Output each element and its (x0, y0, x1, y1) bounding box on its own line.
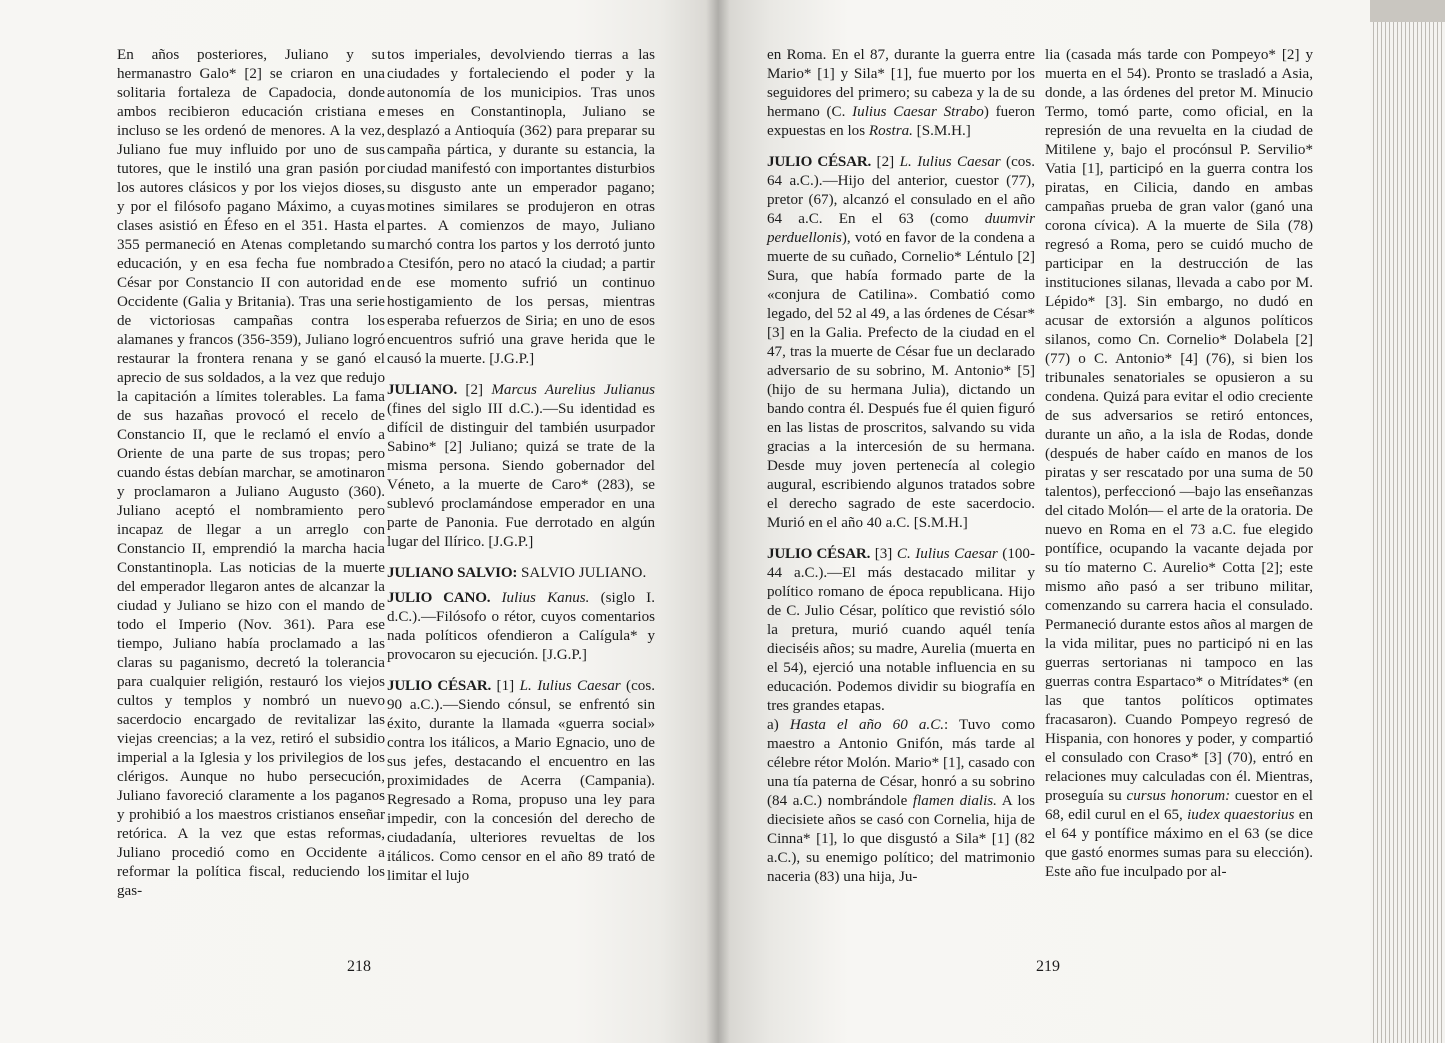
page-edges-top (1370, 0, 1445, 22)
entry-headword: JULIANO. (387, 382, 458, 398)
paragraph: En años posteriores, Juliano y su hermanastro Galo* [2] se criaron en una solitaria fortaleza de Capadocia, donde ambos recibieron educación cristiana e incluso se les ordenó de menores. A la vez, Juliano fue muy influido por uno de sus tutores, que le instiló una gran pasión por los autores clásicos y por los viejos dioses, y por el filósofo pagano Máximo, a cuyas clases asistió en Éfeso en el 351. Hasta el 355 permaneció en Atenas completando su educación, y en esa fecha fue nombrado César por Constancio II con autoridad en Occidente (Galia y Britania). Tras una serie de victoriosas campañas contra los alamanes y francos (356-359), Juliano logró restaurar la frontera renana y se ganó el aprecio de sus soldados, a la vez que redujo la capitación a límites tolerables. La fama de sus hazañas provocó el recelo de Constancio II, que le reclamó el envío a Oriente de una parte de sus tropas; pero cuando éstas debían marchar, se amotinaron y proclamaron a Juliano Augusto (360). Juliano aceptó el nombramiento pero incapaz de llegar a un arreglo con Constancio II, emprendió la marcha hacia Constantinopla. Las noticias de la muerte del emperador llegaron antes de alcanzar la ciudad y Juliano se hizo con el mando de todo el Imperio (Nov. 361). Para ese tiempo, Juliano había proclamado a las claras su paganismo, decretó la tolerancia para cualquier religión, restauró los viejos cultos y templos y nombró un nuevo sacerdocio encargado de revitalizar las viejas creencias; a la vez, retiró el subsidio imperial a la Iglesia y los privilegios de los clérigos. Aunque no hubo persecución, Juliano favoreció claramente a los paganos y prohibió a los maestros cristianos enseñar retórica. A la vez que estas reformas, Juliano procedió como en Occidente a reformar la política fiscal, reduciendo los gas- (117, 47, 385, 899)
entry-julio-cano: JULIO CANO. Iulius Kanus. (siglo I. d.C.).—Filósofo o rétor, cuyos comentarios nada políticos ofendieron a Calígula* y provocaron su ejecución. [J.G.P.] (387, 590, 655, 663)
paragraph: tos imperiales, devolviendo tierras a las ciudades y fortaleciendo el poder y la autonomía de los municipios. Tras unos meses en Constantinopla, Juliano se desplazó a Antioquía (362) para preparar su campaña pártica, y durante su estancia, la ciudad manifestó con importantes disturbios su disgusto ante un emperador pagano; motines similares se produjeron en otras partes. A comienzos de mayo, Juliano marchó contra los partos y los derrotó junto a Ctesifón, pero no atacó la ciudad; a partir de ese momento sufrió un continuo hostigamiento de los persas, mientras esperaba refuerzos de Siria; en uno de esos encuentros sufrió una grave herida que le causó la muerte. [J.G.P.] (387, 47, 655, 367)
latin-name: C. Iulius Caesar (896, 546, 998, 562)
paragraph: lia (casada más tarde con Pompeyo* [2] y muerta en el 54). Pronto se trasladó a Asia, donde, a las órdenes del pretor M. Minucio Termo, tomó parte, como oficial, en la represión de una revuelta en la ciudad de Mitilene y, bajo el procónsul P. Servilio* Vatia [1], participó en la guerra contra los piratas, en Cilicia, dando en ambas campañas prueba de gran valor (ganó una corona cívica). A la muerte de Sila (78) regresó a Roma, pero se cuidó mucho de participar en la destrucción de las instituciones silanas, llevada a cabo por M. Lépido* [3]. Sin embargo, no dudó en acusar de extorsión a algunos políticos silanos, como Cn. Cornelio* Dolabela [2] (77) o C. Antonio* [4] (76), si bien los tribunales senatoriales se opusieron a su condena. Quizá para evitar el odio creciente de sus adversarios se retiró entonces, durante un año, a la isla de Rodas, donde (después de haber caído en manos de los piratas y ser rescatado por una suma de 50 talentos), perfeccionó —bajo las enseñanzas del citado Molón— el arte de la oratoria. De nuevo en Roma en el 73 a.C. fue elegido pontífice, ocupando la vacante dejada por su tío materno C. Aurelio* Cotta [2]; este mismo año pasó a ser tribuno militar, comenzando su carrera hacia el consulado. Permaneció durante estos años al margen de la vida militar, pues no participó ni en las guerras sertorianas ni tampoco en las guerras contra Espartaco* o Mitrídates* (en las que tantos políticos optimates fracasaron). Cuando Pompeyo regresó de Hispania, con honores y poder, y compartió el consulado con Craso* [3] (70), entró en relaciones muy calculadas con él. Mientras, proseguía su cursus honorum: cuestor en el 68, edil curul en el 65, iudex quaestorius en el 64 y pontífice máximo en el 63 (se dice que gastó enormes sumas para su elección). Este año fue inculpado por al- (1045, 47, 1313, 880)
entry-juliano-salvio: JULIANO SALVIO: SALVIO JULIANO. (387, 565, 647, 581)
page-number: 219 (1036, 958, 1060, 975)
left-page (0, 0, 718, 1043)
entry-headword: JULIO CANO. (387, 590, 491, 606)
entry-headword: JULIO CÉSAR. (767, 546, 871, 562)
page-edges (1370, 0, 1445, 1043)
column-1 (117, 46, 385, 901)
entry-headword: JULIANO SALVIO: (387, 565, 518, 581)
latin-name: L. Iulius Caesar (899, 154, 1001, 170)
book-gutter (706, 0, 730, 1043)
section-heading: Hasta el año 60 a.C. (789, 717, 945, 733)
latin-name: Marcus Aurelius Julianus (491, 382, 655, 398)
latin-name: Iulius Kanus. (490, 590, 590, 606)
column-3 (767, 46, 1035, 887)
page-number: 218 (347, 958, 371, 975)
column-2 (387, 46, 655, 886)
latin-name: L. Iulius Caesar (519, 678, 621, 694)
entry-headword: JULIO CÉSAR. (767, 154, 872, 170)
column-4 (1045, 46, 1313, 882)
right-page (718, 0, 1370, 1043)
entry-julio-cesar-2: JULIO CÉSAR. [2] L. Iulius Caesar (cos. 64 a.C.).—Hijo del anterior, cuestor (77), pretor (67), alcanzó el consulado en el año 64 a.C. En el 63 (como duumvir perduellonis), votó en favor de la condena a muerte de su cuñado, Cornelio* Léntulo [2] Sura, que había formado parte de la «conjura de Catilina». Combatió como legado, del 52 al 49, a las órdenes de César* [3] en la Galia. Prefecto de la ciudad en el 47, tras la muerte de César fue un declarado adversario de su sobrino, M. Antonio* [5] (hijo de su hermana Julia), dictando un bando contra él. Después fue él quien figuró en las listas de proscritos, salvando su vida gracias a la intercesión de su hermana. Desde muy joven pertenecía al colegio augural, escribiendo algunos tratados sobre el derecho sagrado de este sacerdocio. Murió en el año 40 a.C. [S.M.H.] (767, 154, 1035, 531)
entry-julio-cesar-1: JULIO CÉSAR. [1] L. Iulius Caesar (cos. 90 a.C.).—Siendo cónsul, se enfrentó sin éxito, durante la llamada «guerra social» contra los itálicos, a Mario Egnacio, uno de sus jefes, destacando el encuentro en las proximidades de Acerra (Campania). Regresado a Roma, propuso una ley para impedir, con la concesión del derecho de ciudadanía, ulteriores revueltas de los itálicos. Como censor en el año 89 trató de limitar el lujo (387, 678, 655, 884)
entry-juliano-2: JULIANO. [2] Marcus Aurelius Julianus (fines del siglo III d.C.).—Su identidad es difícil de distinguir del también usurpador Sabino* [2] Juliano; quizá se trate de la misma persona. Siendo gobernador del Véneto, a la muerte de Caro* (283), se sublevó proclamándose emperador en una parte de Panonia. Fue derrotado en algún lugar del Ilírico. [J.G.P.] (387, 382, 655, 550)
entry-julio-cesar-3: JULIO CÉSAR. [3] C. Iulius Caesar (100-44 a.C.).—El más destacado militar y político romano de época republicana. Hijo de C. Julio César, político que revistió sólo la pretura, murió cuando aquél tenía dieciséis años; su madre, Aurelia (muerta en el 54), ejerció una notable influencia en su educación. Podemos dividir su biografía en tres grandes etapas. a) Hasta el año 60 a.C.: Tuvo como maestro a Antonio Gnifón, más tarde al célebre rétor Molón. Mario* [1], casado con una tía paterna de César, honró a su sobrino (84 a.C.) nombrándole flamen dialis. A los diecisiete años se casó con Cornelia, hija de Cinna* [1], lo que disgustó a Sila* [1] (82 a.C.), su enemigo político; del matrimonio naceria (83) una hija, Ju- (767, 546, 1035, 885)
entry-headword: JULIO CÉSAR. (387, 678, 492, 694)
paragraph: en Roma. En el 87, durante la guerra entre Mario* [1] y Sila* [1], fue muerto por los seguidores del primero; su cabeza y la de su hermano (C. Iulius Caesar Strabo) fueron expuestas en los Rostra. [S.M.H.] (767, 47, 1035, 139)
